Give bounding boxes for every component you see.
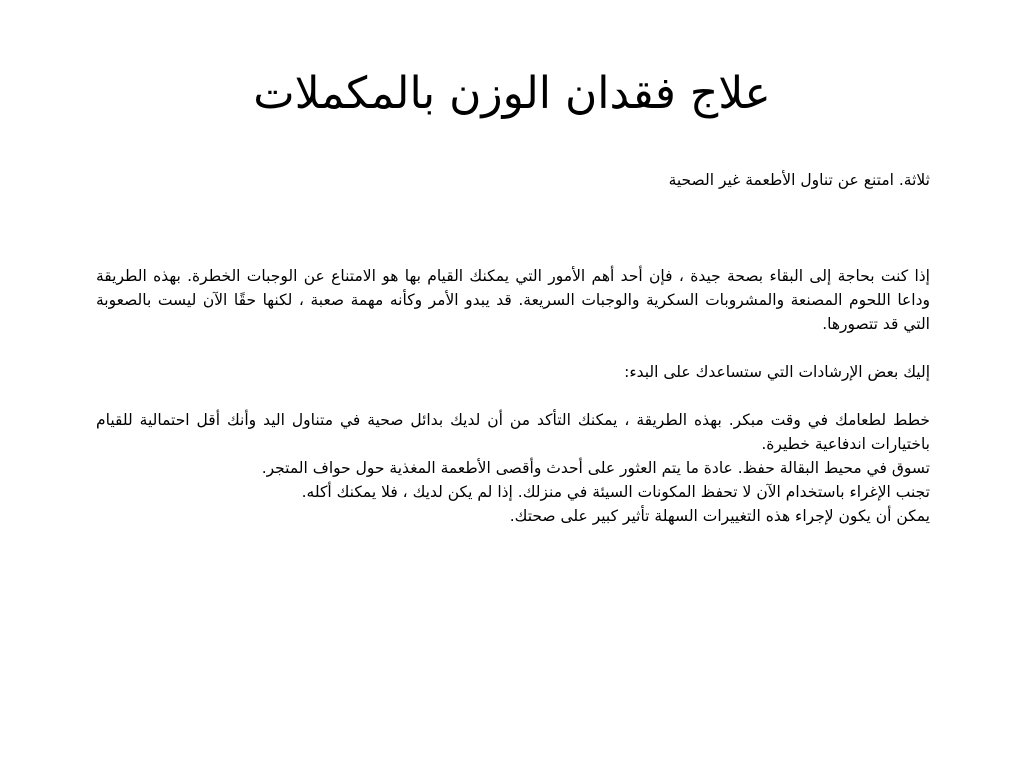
spacer	[96, 336, 930, 360]
tip-item: يمكن أن يكون لإجراء هذه التغييرات السهلة تأثير كبير على صحتك.	[509, 507, 930, 525]
tips-intro: إليك بعض الإرشادات التي ستساعدك على البدء:	[624, 363, 930, 381]
tip-item: تجنب الإغراء باستخدام الآن لا تحفظ المكونات السيئة في منزلك. إذا لم يكن لديك ، فلا يمكنك أكله.	[301, 483, 930, 501]
spacer	[96, 384, 930, 408]
tip-item: تسوق في محيط البقالة حفظ. عادة ما يتم العثور على أحدث وأقصى الأطعمة المغذية حول حواف المتجر.	[261, 459, 930, 477]
heading-point: ثلاثة. امتنع عن تناول الأطعمة غير الصحية	[668, 171, 930, 189]
slide-body	[96, 168, 930, 528]
spacer	[96, 192, 930, 264]
intro-paragraph: إذا كنت بحاجة إلى البقاء بصحة جيدة ، فإن أحد أهم الأمور التي يمكنك القيام بها هو الامتناع عن الوجبات الخطرة. بهذه الطريقة وداعا اللحوم المصنعة والمشروبات السكرية والوجبات السريعة. قد يبدو الأمر وكأنه مهمة صعبة ، لكنها حقًا الآن ليست بالصعوبة التي قد تتصورها.	[96, 267, 930, 333]
tip-item: خطط لطعامك في وقت مبكر. بهذه الطريقة ، يمكنك التأكد من أن لديك بدائل صحية في متناول اليد وأنك أقل احتمالية للقيام باختيارات اندفاعية خطيرة.	[96, 411, 930, 453]
slide-title: علاج فقدان الوزن بالمكملات	[253, 68, 771, 119]
